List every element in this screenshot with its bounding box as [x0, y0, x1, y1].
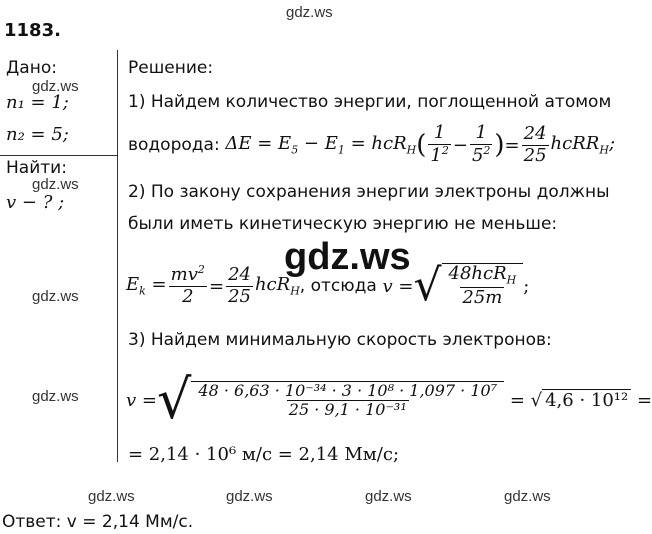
step3-mid: 4,6 · 10¹² — [542, 389, 631, 411]
given-divider-horizontal — [0, 155, 118, 156]
given-divider-vertical — [117, 50, 118, 462]
step3-denominator: 25 · 9,1 · 10⁻³¹ — [288, 400, 407, 419]
answer: Ответ: v = 2,14 Мм/с. — [2, 512, 194, 532]
find-value: v − ? ; — [6, 192, 65, 213]
watermark-bottom-4: gdz.ws — [504, 488, 551, 505]
watermark-center: gdz.ws — [284, 236, 411, 278]
given-header: Дано: — [6, 58, 57, 78]
step3-line1: 3) Найдем минимальную скорость электронов: — [128, 330, 552, 350]
problem-number: 1183. — [4, 20, 61, 41]
watermark-left-4: gdz.ws — [32, 388, 79, 405]
watermark-left-1: gdz.ws — [32, 78, 79, 95]
step3-line2: = 2,14 · 10⁶ м/с = 2,14 Мм/с; — [128, 444, 400, 465]
watermark-bottom-1: gdz.ws — [88, 488, 135, 505]
given-n1: n₁ = 1; — [6, 92, 69, 113]
step1-formula: водорода: $\Delta E = E_5 - E_1 = hcR_H$ ( $\frac{1}{1^2}$ − $\frac{1}{5^2}$ ) = $\frac{24}{25}$ hcRR$_H$; — [128, 122, 616, 166]
step2-otsuda: , отсюда — [299, 276, 377, 296]
given-n2: n₂ = 5; — [6, 124, 69, 145]
watermark-left-2: gdz.ws — [32, 176, 79, 193]
watermark-bottom-3: gdz.ws — [365, 488, 412, 505]
step3-formula: v = √ $\frac{\text{48 · 6,63 · 10⁻³⁴ · 3 · 10⁸ · 1,097 · 10⁷}}{\text{25 · 9,1 · 10⁻³¹}}$ = √ 4,6 · 10¹² = — [126, 368, 652, 431]
step1-tail: hcR — [550, 133, 586, 155]
step2-formula: $E_k$ = $\frac{mv^2}{2}$ = $\frac{24}{25}$ hcR$_H$ , отсюда v = √ $\frac{48hcR_H}{25m}$ ; — [126, 260, 530, 311]
step1-result-num: 24 — [523, 122, 547, 144]
find-header: Найти: — [6, 158, 67, 178]
watermark-top: gdz.ws — [286, 4, 333, 21]
step3-numerator: 48 · 6,63 · 10⁻³⁴ · 3 · 10⁸ · 1,097 · 10⁷ — [198, 380, 498, 400]
watermark-bottom-2: gdz.ws — [226, 488, 273, 505]
solution-header: Решение: — [128, 58, 214, 78]
step1-result-den: 25 — [523, 144, 547, 166]
step2-line2: были иметь кинетическую энергию не меньше: — [128, 214, 558, 234]
watermark-left-3: gdz.ws — [32, 288, 79, 305]
step1-line1: 1) Найдем количество энергии, поглощенной атомом — [128, 92, 612, 112]
step2-line1: 2) По закону сохранения энергии электроны должны — [128, 182, 610, 202]
